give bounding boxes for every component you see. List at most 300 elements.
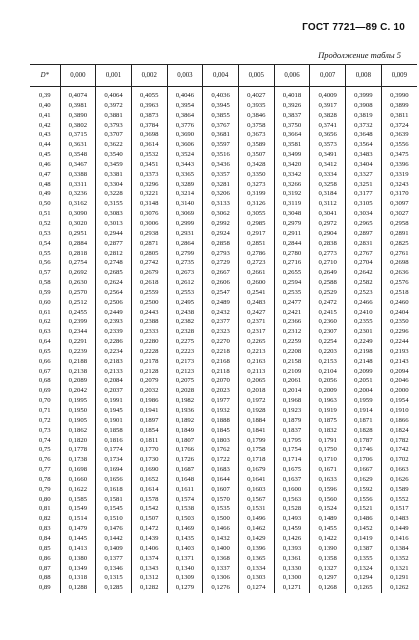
- table-cell: 0,2489: [203, 298, 239, 308]
- table-cell: 0,1762: [203, 445, 239, 455]
- row-density-label: 0,87: [38, 564, 51, 572]
- table-cell: 0,1262: [381, 583, 417, 593]
- table-cell: 0,3388: [60, 170, 96, 180]
- table-cell: 0,4074: [60, 87, 96, 101]
- table-cell: 0,2323: [203, 327, 239, 337]
- table-cell: 0,1479: [60, 524, 96, 534]
- table-cell: 0,1306: [203, 573, 239, 583]
- table-cell: 0,2143: [381, 357, 417, 367]
- table-cell: 0,2355: [346, 317, 382, 327]
- table-body: [30, 87, 417, 594]
- column-header-density: D*: [30, 65, 60, 87]
- table-cell: 0,3027: [381, 209, 417, 219]
- table-cell: 0,3548: [60, 150, 96, 160]
- table-cell: 0,2679: [131, 268, 167, 278]
- table-cell: 0,1641: [238, 475, 274, 485]
- row-density-label: 0,58: [38, 279, 51, 287]
- table-cell: 0,1352: [381, 554, 417, 564]
- table-cell: 0,1596: [310, 485, 346, 495]
- table-row: [30, 455, 417, 465]
- table-cell: 0,1972: [238, 396, 274, 406]
- table-cell: 0,2667: [203, 268, 239, 278]
- row-density-label: 0,88: [38, 574, 51, 582]
- table-cell: 0,1589: [381, 485, 417, 495]
- column-header-hundredths: 0,005: [238, 65, 274, 87]
- table-cell: 0,1837: [274, 426, 310, 436]
- table-cell: 0,2535: [274, 288, 310, 298]
- table-cell: 0,1803: [203, 436, 239, 446]
- table-cell: 0,3690: [167, 130, 203, 140]
- table-cell: 0,3532: [131, 150, 167, 160]
- table-cell: 0,1309: [167, 573, 203, 583]
- table-cell: 0,1858: [96, 426, 132, 436]
- table-cell: 0,1324: [346, 564, 382, 574]
- table-cell: 0,2529: [310, 288, 346, 298]
- table-cell: 0,1871: [346, 416, 382, 426]
- table-cell: 0,3707: [96, 130, 132, 140]
- table-cell: 0,3581: [274, 140, 310, 150]
- table-cell: 0,3648: [346, 130, 382, 140]
- header-row: [30, 65, 417, 87]
- table-cell: 0,1413: [60, 544, 96, 554]
- row-density-label: 0,85: [38, 544, 51, 552]
- table-cell: 0,2133: [96, 367, 132, 377]
- table-cell: 0,3639: [381, 130, 417, 140]
- table-cell: 0,2818: [60, 249, 96, 259]
- table-cell: 0,1941: [131, 406, 167, 416]
- table-cell: 0,3076: [131, 209, 167, 219]
- table-cell: 0,1954: [381, 396, 417, 406]
- table-cell: 0,1276: [203, 583, 239, 593]
- table-cell: 0,1483: [381, 514, 417, 524]
- table-cell: 0,1462: [238, 524, 274, 534]
- table-cell: 0,3097: [381, 199, 417, 209]
- table-cell: 0,1355: [346, 554, 382, 564]
- table-cell: 0,2051: [346, 376, 382, 386]
- table-cell: 0,1667: [346, 465, 382, 475]
- table-cell: 0,3192: [274, 189, 310, 199]
- table-cell: 0,1622: [60, 485, 96, 495]
- table-cell: 0,2203: [310, 347, 346, 357]
- table-row: [30, 524, 417, 534]
- table-cell: 0,2094: [381, 367, 417, 377]
- table-row: [30, 150, 417, 160]
- table-cell: 0,1690: [131, 465, 167, 475]
- table-cell: 0,3681: [203, 130, 239, 140]
- table-cell: 0,2618: [131, 278, 167, 288]
- table-cell: 0,1387: [346, 544, 382, 554]
- row-density-label: 0,86: [38, 554, 51, 562]
- table-cell: 0,3281: [203, 180, 239, 190]
- table-cell: 0,2472: [310, 298, 346, 308]
- table-cell: 0,1633: [310, 475, 346, 485]
- table-row: [30, 170, 417, 180]
- table-cell: 0,2421: [274, 308, 310, 318]
- table-cell: 0,2265: [238, 337, 274, 347]
- table-cell: 0,2812: [96, 249, 132, 259]
- table-cell: 0,3289: [167, 180, 203, 190]
- table-cell: 0,3126: [238, 199, 274, 209]
- table-cell: 0,2685: [96, 268, 132, 278]
- table-cell: 0,2075: [167, 376, 203, 386]
- row-density-label: 0,54: [38, 239, 51, 247]
- table-cell: 0,2286: [96, 337, 132, 347]
- row-density-label: 0,67: [38, 367, 51, 375]
- column-header-hundredths: 0,001: [96, 65, 132, 87]
- table-cell: 0,1932: [203, 406, 239, 416]
- row-density-label: 0,59: [38, 288, 51, 296]
- table-row: [30, 337, 417, 347]
- table-row: [30, 101, 417, 111]
- table-row: [30, 199, 417, 209]
- table-row: [30, 514, 417, 524]
- table-cell: 0,2239: [60, 347, 96, 357]
- table-cell: 0,1618: [96, 485, 132, 495]
- table-row: [30, 436, 417, 446]
- table-cell: 0,2123: [167, 367, 203, 377]
- table-cell: 0,2317: [238, 327, 274, 337]
- table-cell: 0,3631: [60, 140, 96, 150]
- row-density-label: 0,78: [38, 475, 51, 483]
- table-cell: 0,2979: [274, 219, 310, 229]
- table-cell: 0,2793: [203, 249, 239, 259]
- table-cell: 0,1687: [167, 465, 203, 475]
- table-cell: 0,1406: [131, 544, 167, 554]
- table-cell: 0,2312: [274, 327, 310, 337]
- table-cell: 0,1592: [346, 485, 382, 495]
- row-density-label: 0,62: [38, 318, 51, 326]
- table-cell: 0,2582: [346, 278, 382, 288]
- table-cell: 0,3507: [238, 150, 274, 160]
- row-density-label: 0,60: [38, 298, 51, 306]
- table-cell: 0,4046: [167, 87, 203, 101]
- table-row: [30, 229, 417, 239]
- table-cell: 0,3664: [274, 130, 310, 140]
- table-cell: 0,1675: [274, 465, 310, 475]
- table-cell: 0,2328: [167, 327, 203, 337]
- table-cell: 0,4036: [203, 87, 239, 101]
- table-cell: 0,1795: [274, 436, 310, 446]
- table-cell: 0,1449: [381, 524, 417, 534]
- table-cell: 0,2541: [238, 288, 274, 298]
- table-cell: 0,3396: [381, 160, 417, 170]
- table-row: [30, 347, 417, 357]
- table-cell: 0,2495: [167, 298, 203, 308]
- table-cell: 0,2460: [381, 298, 417, 308]
- table-cell: 0,3199: [238, 189, 274, 199]
- table-cell: 0,2965: [346, 219, 382, 229]
- table-cell: 0,3350: [238, 170, 274, 180]
- table-cell: 0,1726: [167, 455, 203, 465]
- table-cell: 0,1472: [131, 524, 167, 534]
- table-cell: 0,1758: [238, 445, 274, 455]
- table-cell: 0,1866: [381, 416, 417, 426]
- table-cell: 0,3381: [96, 170, 132, 180]
- table-cell: 0,1343: [131, 564, 167, 574]
- table-cell: 0,2344: [60, 327, 96, 337]
- table-cell: 0,2173: [167, 357, 203, 367]
- table-cell: 0,2698: [381, 258, 417, 268]
- table-cell: 0,1663: [381, 465, 417, 475]
- table-row: [30, 121, 417, 131]
- table-cell: 0,1384: [381, 544, 417, 554]
- table-cell: 0,2805: [131, 249, 167, 259]
- table-cell: 0,1910: [381, 406, 417, 416]
- table-cell: 0,3365: [167, 170, 203, 180]
- table-cell: 0,1679: [238, 465, 274, 475]
- table-cell: 0,3148: [131, 199, 167, 209]
- table-cell: 0,2985: [238, 219, 274, 229]
- table-cell: 0,2042: [60, 386, 96, 396]
- table-cell: 0,1535: [203, 504, 239, 514]
- table-cell: 0,3945: [203, 101, 239, 111]
- table-cell: 0,2000: [381, 386, 417, 396]
- table-cell: 0,2296: [381, 327, 417, 337]
- table-cell: 0,2270: [203, 337, 239, 347]
- table-cell: 0,2118: [203, 367, 239, 377]
- table-cell: 0,1315: [96, 573, 132, 583]
- table-cell: 0,1459: [274, 524, 310, 534]
- table-cell: 0,1766: [167, 445, 203, 455]
- table-cell: 0,2483: [238, 298, 274, 308]
- row-density-label: 0,52: [38, 219, 51, 227]
- table-cell: 0,1581: [96, 495, 132, 505]
- table-cell: 0,3573: [310, 140, 346, 150]
- table-cell: 0,1778: [60, 445, 96, 455]
- table-cell: 0,1396: [238, 544, 274, 554]
- table-cell: 0,2198: [346, 347, 382, 357]
- row-density-label: 0,79: [38, 485, 51, 493]
- table-row: [30, 583, 417, 593]
- table-cell: 0,1791: [310, 436, 346, 446]
- row-density-label: 0,55: [38, 249, 51, 257]
- table-cell: 0,2291: [60, 337, 96, 347]
- table-cell: 0,3420: [274, 160, 310, 170]
- table-cell: 0,2399: [60, 317, 96, 327]
- table-cell: 0,2716: [274, 258, 310, 268]
- row-density-label: 0,74: [38, 436, 51, 444]
- table-cell: 0,1291: [381, 573, 417, 583]
- table-cell: 0,3436: [203, 160, 239, 170]
- table-row: [30, 504, 417, 514]
- table-cell: 0,2844: [274, 239, 310, 249]
- table-cell: 0,3443: [167, 160, 203, 170]
- table-cell: 0,3524: [167, 150, 203, 160]
- table-cell: 0,3855: [203, 111, 239, 121]
- table-cell: 0,2692: [60, 268, 96, 278]
- table-cell: 0,2735: [167, 258, 203, 268]
- table-cell: 0,3451: [131, 160, 167, 170]
- table-row: [30, 495, 417, 505]
- table-cell: 0,2938: [131, 229, 167, 239]
- column-header-hundredths: 0,009: [381, 65, 417, 87]
- table-cell: 0,1294: [346, 573, 382, 583]
- table-cell: 0,1968: [274, 396, 310, 406]
- table-row: [30, 367, 417, 377]
- table-header: [30, 65, 417, 87]
- table-cell: 0,3140: [167, 199, 203, 209]
- table-cell: 0,1567: [238, 495, 274, 505]
- table-row: [30, 180, 417, 190]
- table-cell: 0,1507: [131, 514, 167, 524]
- table-cell: 0,1409: [96, 544, 132, 554]
- table-cell: 0,1570: [203, 495, 239, 505]
- table-cell: 0,1714: [274, 455, 310, 465]
- table-row: [30, 130, 417, 140]
- table-cell: 0,2838: [310, 239, 346, 249]
- table-row: [30, 288, 417, 298]
- table-cell: 0,1510: [96, 514, 132, 524]
- table-cell: 0,3758: [238, 121, 274, 131]
- table-cell: 0,1435: [167, 534, 203, 544]
- table-cell: 0,3656: [310, 130, 346, 140]
- table-cell: 0,3589: [238, 140, 274, 150]
- table-cell: 0,1742: [381, 445, 417, 455]
- table-cell: 0,3819: [346, 111, 382, 121]
- table-cell: 0,3873: [131, 111, 167, 121]
- table-cell: 0,1603: [238, 485, 274, 495]
- table-cell: 0,2004: [346, 386, 382, 396]
- table-row: [30, 445, 417, 455]
- table-cell: 0,3221: [131, 189, 167, 199]
- table-cell: 0,3412: [310, 160, 346, 170]
- table-cell: 0,3155: [96, 199, 132, 209]
- table-cell: 0,3069: [167, 209, 203, 219]
- table-cell: 0,2388: [131, 317, 167, 327]
- table-cell: 0,2138: [60, 367, 96, 377]
- table-cell: 0,3342: [274, 170, 310, 180]
- column-header-hundredths: 0,006: [274, 65, 310, 87]
- table-cell: 0,1914: [346, 406, 382, 416]
- table-cell: 0,3327: [346, 170, 382, 180]
- table-cell: 0,2018: [238, 386, 274, 396]
- table-cell: 0,2518: [381, 288, 417, 298]
- table-row: [30, 249, 417, 259]
- row-density-label: 0,76: [38, 456, 51, 464]
- table-cell: 0,1334: [238, 564, 274, 574]
- table-cell: 0,3206: [203, 189, 239, 199]
- table-cell: 0,1538: [167, 504, 203, 514]
- table-cell: 0,3006: [131, 219, 167, 229]
- table-cell: 0,1660: [60, 475, 96, 485]
- table-cell: 0,2630: [60, 278, 96, 288]
- table-cell: 0,3304: [96, 180, 132, 190]
- table-cell: 0,2404: [381, 308, 417, 318]
- table-cell: 0,1995: [60, 396, 96, 406]
- table-cell: 0,3864: [167, 111, 203, 121]
- row-density-label: 0,43: [38, 131, 51, 139]
- table-cell: 0,2729: [203, 258, 239, 268]
- table-cell: 0,1271: [274, 583, 310, 593]
- row-density-label: 0,47: [38, 170, 51, 178]
- table-cell: 0,1671: [310, 465, 346, 475]
- table-cell: 0,2553: [167, 288, 203, 298]
- table-cell: 0,1368: [203, 554, 239, 564]
- table-cell: 0,1782: [381, 436, 417, 446]
- table-cell: 0,2917: [238, 229, 274, 239]
- table-cell: 0,2037: [96, 386, 132, 396]
- table-cell: 0,1644: [203, 475, 239, 485]
- table-continuation-label: Продолжение таблы 5: [318, 50, 401, 60]
- table-cell: 0,2500: [131, 298, 167, 308]
- row-density-label: 0,41: [38, 111, 51, 119]
- table-cell: 0,1439: [131, 534, 167, 544]
- table-cell: 0,1607: [203, 485, 239, 495]
- table-cell: 0,2455: [60, 308, 96, 318]
- table-cell: 0,1799: [238, 436, 274, 446]
- page-header: ГОСТ 7721—89 С. 10: [302, 22, 405, 33]
- table-cell: 0,3540: [96, 150, 132, 160]
- table-cell: 0,1493: [274, 514, 310, 524]
- table-cell: 0,1845: [203, 426, 239, 436]
- table-cell: 0,3776: [167, 121, 203, 131]
- column-header-hundredths: 0,000: [60, 65, 96, 87]
- table-cell: 0,2710: [310, 258, 346, 268]
- table-cell: 0,2213: [238, 347, 274, 357]
- table-row: [30, 87, 417, 101]
- table-cell: 0,2649: [310, 268, 346, 278]
- table-cell: 0,3899: [381, 101, 417, 111]
- table-cell: 0,3499: [274, 150, 310, 160]
- table-cell: 0,2992: [203, 219, 239, 229]
- row-density-label: 0,70: [38, 397, 51, 405]
- table-cell: 0,1380: [60, 554, 96, 564]
- table-row: [30, 426, 417, 436]
- table-cell: 0,2432: [203, 308, 239, 318]
- table-cell: 0,2228: [131, 347, 167, 357]
- table-cell: 0,2831: [346, 239, 382, 249]
- table-cell: 0,2944: [96, 229, 132, 239]
- table-cell: 0,2350: [381, 317, 417, 327]
- table-cell: 0,2223: [167, 347, 203, 357]
- table-cell: 0,1923: [274, 406, 310, 416]
- table-cell: 0,2884: [60, 239, 96, 249]
- table-cell: 0,2104: [310, 367, 346, 377]
- table-cell: 0,2547: [203, 288, 239, 298]
- table-cell: 0,1648: [167, 475, 203, 485]
- table-cell: 0,1503: [167, 514, 203, 524]
- table-cell: 0,1469: [167, 524, 203, 534]
- table-row: [30, 327, 417, 337]
- table-cell: 0,2178: [131, 357, 167, 367]
- row-density-label: 0,81: [38, 505, 51, 513]
- table-cell: 0,2339: [96, 327, 132, 337]
- table-cell: 0,1265: [346, 583, 382, 593]
- table-cell: 0,3491: [310, 150, 346, 160]
- table-cell: 0,3972: [96, 101, 132, 111]
- table-cell: 0,2371: [238, 317, 274, 327]
- table-cell: 0,1614: [131, 485, 167, 495]
- table-cell: 0,3034: [346, 209, 382, 219]
- table-cell: 0,1426: [274, 534, 310, 544]
- table-cell: 0,2275: [167, 337, 203, 347]
- table-row: [30, 219, 417, 229]
- table-cell: 0,1514: [60, 514, 96, 524]
- table-row: [30, 160, 417, 170]
- table-cell: 0,1811: [131, 436, 167, 446]
- table-cell: 0,3908: [346, 101, 382, 111]
- table-row: [30, 534, 417, 544]
- column-header-hundredths: 0,003: [167, 65, 203, 87]
- table-cell: 0,1403: [167, 544, 203, 554]
- table-cell: 0,3890: [60, 111, 96, 121]
- table-row: [30, 554, 417, 564]
- table-row: [30, 268, 417, 278]
- table-cell: 0,1390: [310, 544, 346, 554]
- table-cell: 0,1888: [203, 416, 239, 426]
- table-cell: 0,2761: [381, 249, 417, 259]
- table-cell: 0,1282: [131, 583, 167, 593]
